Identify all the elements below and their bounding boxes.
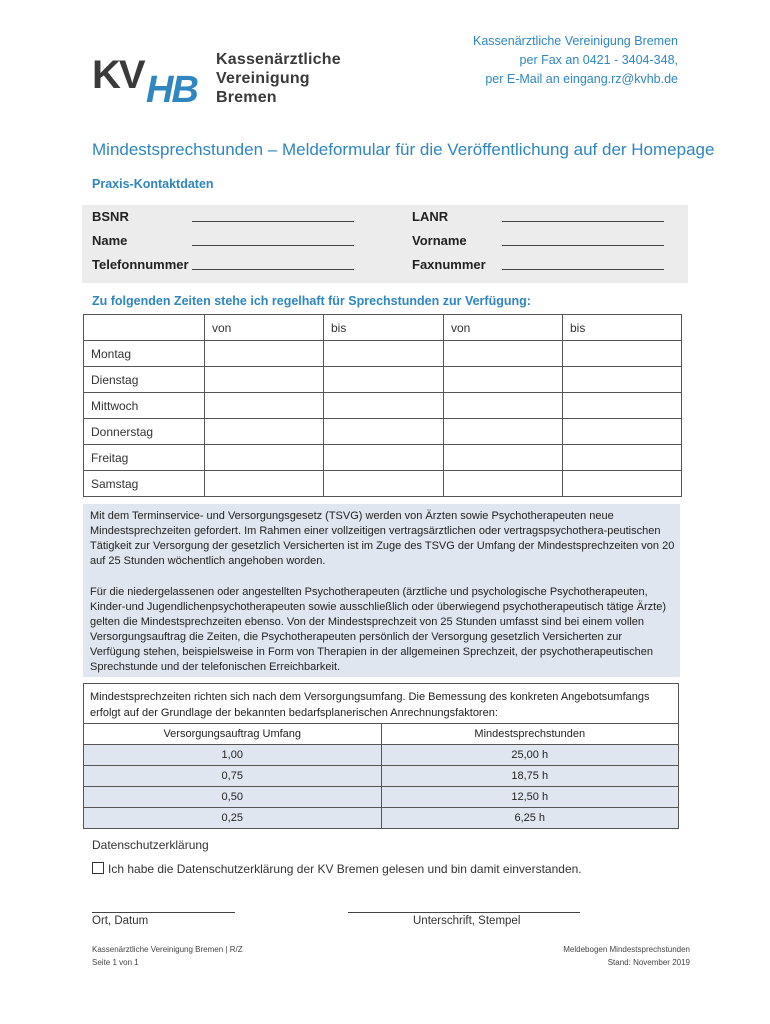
time-cell[interactable]: [205, 419, 324, 445]
privacy-consent: [92, 862, 582, 876]
versorgungsumfang-box: [83, 683, 679, 827]
time-cell[interactable]: [444, 393, 563, 419]
umfang-value: 1,00: [84, 745, 382, 766]
contact-section-heading: Praxis-Kontaktdaten: [92, 177, 214, 191]
schedule-col-von-2: von: [444, 315, 563, 341]
lanr-field[interactable]: [502, 221, 664, 222]
amount-table: [83, 723, 679, 829]
amount-col-stunden: Mindestsprechstunden: [381, 724, 679, 745]
day-label: Dienstag: [84, 367, 205, 393]
recipient-name: Kassenärztliche Vereinigung Bremen: [473, 34, 678, 48]
table-row: [84, 445, 682, 471]
time-cell[interactable]: [205, 445, 324, 471]
time-cell[interactable]: [563, 471, 682, 497]
kvhb-logo: [92, 50, 352, 106]
amount-col-umfang: Versorgungsauftrag Umfang: [84, 724, 382, 745]
time-cell[interactable]: [324, 367, 444, 393]
table-row: [84, 341, 682, 367]
umfang-value: 0,75: [84, 766, 382, 787]
table-row: [84, 808, 679, 829]
time-cell[interactable]: [444, 419, 563, 445]
table-row: [84, 787, 679, 808]
fax-label: Faxnummer: [412, 257, 486, 272]
day-label: Donnerstag: [84, 419, 205, 445]
time-cell[interactable]: [563, 341, 682, 367]
info-paragraph-1: Mit dem Terminservice- und Versorgungsgesetz (TSVG) werden von Ärzten sowie Psychotherapeuten neue Mindestsprechzeiten gefordert. Im Rahmen einer vollzeitigen vertragsärztlichen oder vertragspsychothera-peutischen Tätigkeit zur Versorgung der gesetzlich Versicherten ist im Zuge des TSVG der Umfang der Mindestsprechzeiten von 20 auf 25 Stunden wöchentlich angehoben worden.: [90, 510, 675, 567]
footer-page: Seite 1 von 1: [92, 958, 139, 967]
time-cell[interactable]: [444, 341, 563, 367]
table-row: [84, 745, 679, 766]
schedule-col-bis-1: bis: [324, 315, 444, 341]
amount-intro: Mindestsprechzeiten richten sich nach dem Versorgungsumfang. Die Bemessung des konkreten Angebotsumfangs erfolgt auf der Grundlage der bekannten bedarfsplanerischen Anrechnungsfaktoren:: [90, 691, 650, 719]
telefon-label: Telefonnummer: [92, 257, 189, 272]
footer-left: [92, 943, 243, 969]
time-cell[interactable]: [563, 419, 682, 445]
time-cell[interactable]: [324, 445, 444, 471]
amount-header-row: [84, 724, 679, 745]
time-cell[interactable]: [444, 471, 563, 497]
footer-date: Stand: November 2019: [607, 958, 690, 967]
time-cell[interactable]: [324, 419, 444, 445]
info-paragraph-2: Für die niedergelassenen oder angestellten Psychotherapeuten (ärztliche und psychologische Psychotherapeuten, Kinder-und Jugendlichenpsychotherapeuten sowie ausschließlich oder überwiegend psychotherapeutisch tätige Ärzte) gelten die Mindestsprechzeiten ebenso. Von der Mindestsprechzeit von 25 Stunden umfasst sind bei einem vollen Versorgungsauftrag die Zeiten, die Psychotherapeuten persönlich der Versorgung gesetzlich Versicherten zur Verfügung stehen, beispielsweise in Form von Therapien in der allgemeinen Sprechzeit, der psychotherapeutischen Sprechstunde und der telefonischen Erreichbarkeit.: [90, 586, 667, 673]
schedule-col-bis-2: bis: [563, 315, 682, 341]
stunden-value: 18,75 h: [381, 766, 679, 787]
lanr-label: LANR: [412, 209, 449, 224]
bsnr-label: BSNR: [92, 209, 129, 224]
logo-line-1: Kassenärztliche: [216, 51, 341, 68]
umfang-value: 0,50: [84, 787, 382, 808]
schedule-heading: Zu folgenden Zeiten stehe ich regelhaft für Sprechstunden zur Verfügung:: [92, 294, 531, 308]
schedule-header-row: [84, 315, 682, 341]
place-date-line[interactable]: [92, 912, 235, 913]
svg-text:HB: HB: [146, 69, 197, 104]
vorname-label: Vorname: [412, 233, 467, 248]
signature-line[interactable]: [348, 912, 580, 913]
logo-line-2: Vereinigung: [216, 70, 310, 87]
time-cell[interactable]: [563, 445, 682, 471]
time-cell[interactable]: [324, 471, 444, 497]
svg-text:KV: KV: [92, 53, 144, 97]
footer-doc-title: Meldebogen Mindestsprechstunden: [563, 945, 690, 954]
stunden-value: 6,25 h: [381, 808, 679, 829]
bsnr-field[interactable]: [192, 221, 354, 222]
consent-text: Ich habe die Datenschutzerklärung der KV Bremen gelesen und bin damit einverstanden.: [108, 862, 582, 876]
table-row: [84, 766, 679, 787]
table-row: [84, 419, 682, 445]
time-cell[interactable]: [444, 367, 563, 393]
logo-line-3: Bremen: [216, 89, 277, 106]
time-cell[interactable]: [324, 341, 444, 367]
umfang-value: 0,25: [84, 808, 382, 829]
signature-label: Unterschrift, Stempel: [413, 915, 521, 927]
stunden-value: 12,50 h: [381, 787, 679, 808]
time-cell[interactable]: [563, 393, 682, 419]
day-label: Montag: [84, 341, 205, 367]
schedule-col-von-1: von: [205, 315, 324, 341]
time-cell[interactable]: [205, 367, 324, 393]
vorname-field[interactable]: [502, 245, 664, 246]
time-cell[interactable]: [205, 393, 324, 419]
schedule-col-day: [84, 315, 205, 341]
footer-org: Kassenärztliche Vereinigung Bremen | R/Z: [92, 945, 243, 954]
time-cell[interactable]: [563, 367, 682, 393]
time-cell[interactable]: [205, 341, 324, 367]
table-row: [84, 367, 682, 393]
privacy-heading: Datenschutzerklärung: [92, 838, 209, 852]
recipient-email: per E-Mail an eingang.rz@kvhb.de: [485, 72, 678, 86]
place-date-label: Ort, Datum: [92, 915, 149, 927]
consent-checkbox[interactable]: [92, 862, 104, 874]
table-row: [84, 471, 682, 497]
time-cell[interactable]: [324, 393, 444, 419]
day-label: Samstag: [84, 471, 205, 497]
kvhb-logo-mark: [92, 52, 214, 104]
schedule-table: [83, 314, 682, 497]
stunden-value: 25,00 h: [381, 745, 679, 766]
time-cell[interactable]: [205, 471, 324, 497]
fax-field[interactable]: [502, 269, 664, 270]
recipient-contact: [473, 32, 678, 89]
footer-right: [563, 943, 690, 969]
recipient-fax: per Fax an 0421 - 3404-348,: [519, 53, 678, 67]
practice-contact-panel: [82, 205, 688, 283]
day-label: Mittwoch: [84, 393, 205, 419]
day-label: Freitag: [84, 445, 205, 471]
page-title: Mindestsprechstunden – Meldeformular für die Veröffentlichung auf der Homepage: [92, 140, 715, 159]
table-row: [84, 393, 682, 419]
name-field[interactable]: [192, 245, 354, 246]
name-label: Name: [92, 233, 128, 248]
tsvg-info-box: [83, 504, 680, 677]
telefon-field[interactable]: [192, 269, 354, 270]
time-cell[interactable]: [444, 445, 563, 471]
